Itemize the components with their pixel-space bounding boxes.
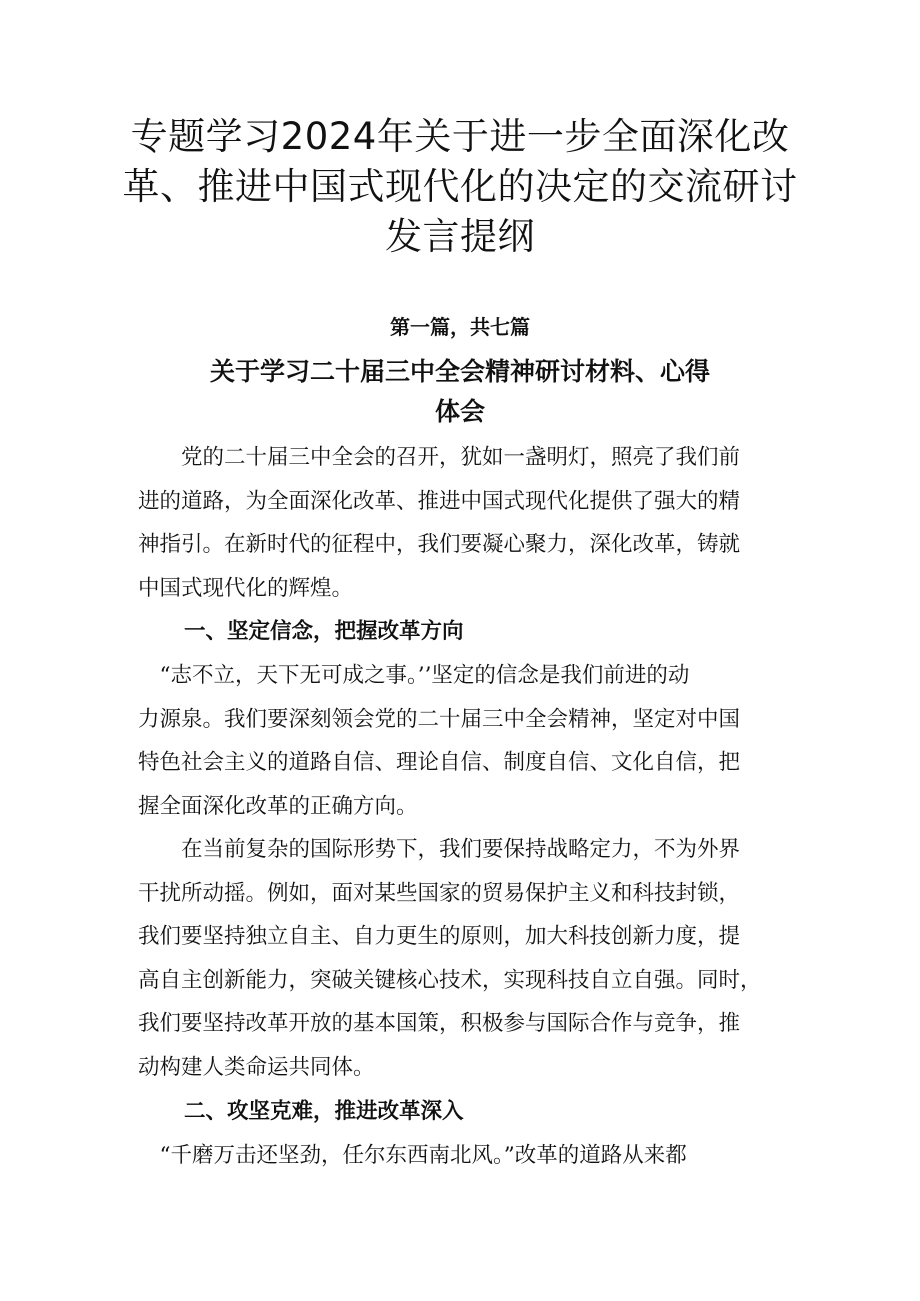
title-line: 发言提纲 xyxy=(385,215,535,258)
paragraph-line: 我们要坚持独立自主、自力更生的原则，加大科技创新力度，提 xyxy=(138,924,741,949)
title-line: 专题学习2024年关于进一步全面深化改 xyxy=(130,115,790,158)
paragraph-line: 我们要坚持改革开放的基本国策，积极参与国际合作与竞争，推 xyxy=(138,1011,741,1036)
paragraph-line: “志不立，天下无可成之事。’’坚定的信念是我们前进的动 xyxy=(138,663,690,688)
section-heading-1: 一、坚定信念，把握改革方向 xyxy=(184,619,464,644)
paragraph-line: 进的道路，为全面深化改革、推进中国式现代化提供了强大的精 xyxy=(138,488,741,514)
paragraph-line: 神指引。在新时代的征程中，我们要凝心聚力，深化改革，铸就 xyxy=(138,532,741,557)
section-heading-2: 二、攻坚克难，推进改革深入 xyxy=(184,1099,464,1124)
paragraph-section2-a xyxy=(138,1134,788,1178)
title-line: 革、推进中国式现代化的决定的交流研讨 xyxy=(122,165,798,208)
paragraph-intro xyxy=(138,436,788,610)
paragraph-line: “千磨万击还坚劲，任尔东西南北风。”改革的道路从来都 xyxy=(138,1143,687,1168)
series-label: 第一篇，共七篇 xyxy=(390,315,530,339)
paragraph-line: 握全面深化改革的正确方向。 xyxy=(138,793,418,819)
paragraph-line: 动构建人类命运共同体。 xyxy=(138,1054,375,1080)
document-title xyxy=(120,112,800,262)
article-subtitle xyxy=(160,352,760,432)
paragraph-line: 力源泉。我们要深刻领会党的二十届三中全会精神，坚定对中国 xyxy=(138,706,741,732)
paragraph-line: 在当前复杂的国际形势下，我们要保持战略定力，不为外界 xyxy=(138,837,741,862)
paragraph-section1-a xyxy=(138,654,788,828)
paragraph-line: 特色社会主义的道路自信、理论自信、制度自信、文化自信，把 xyxy=(138,750,741,775)
paragraph-section1-b xyxy=(138,828,788,1089)
paragraph-line: 干扰所动摇。例如，面对某些国家的贸易保护主义和科技封锁， xyxy=(138,880,741,906)
subtitle-line: 关于学习二十届三中全会精神研讨材料、心得 xyxy=(209,357,710,386)
paragraph-line: 高自主创新能力，突破关键核心技术，实现科技自立自强。同时， xyxy=(138,967,762,993)
paragraph-line: 党的二十届三中全会的召开，犹如一盏明灯，照亮了我们前 xyxy=(138,445,741,470)
paragraph-line: 中国式现代化的辉煌。 xyxy=(138,575,354,601)
subtitle-line: 体会 xyxy=(434,397,485,426)
